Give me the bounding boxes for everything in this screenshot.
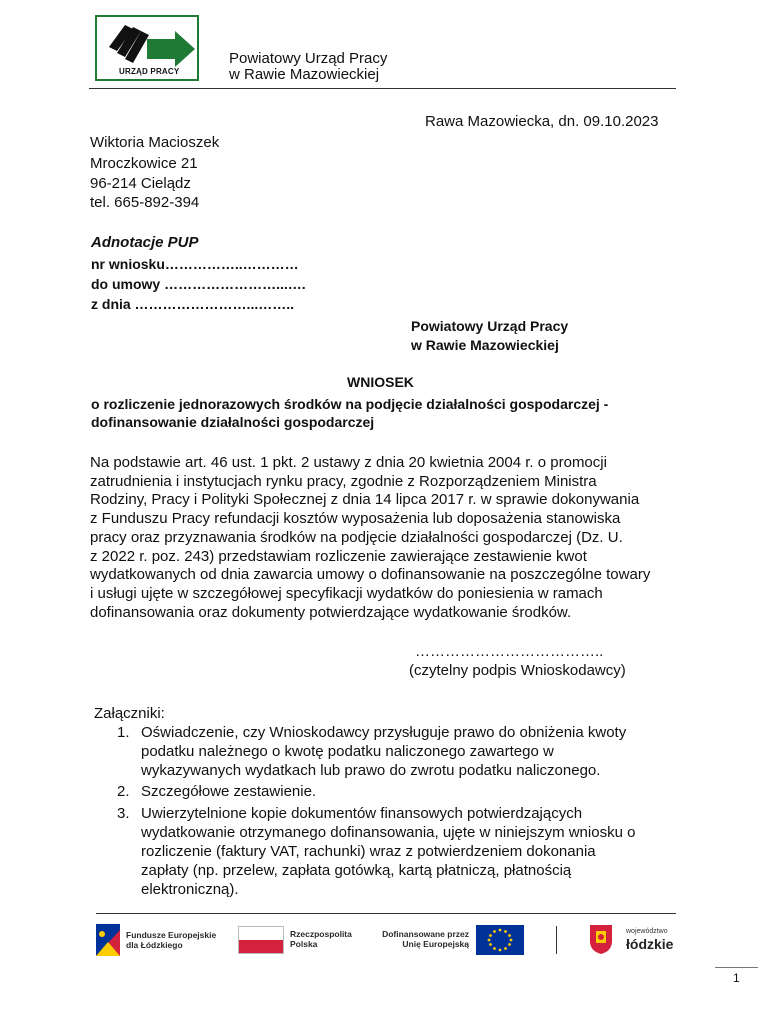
page-number-rule [715, 967, 758, 968]
body-line: i usługi ujęte w szczegółowej specyfikacji wydatków do poniesienia w ramach [90, 584, 603, 602]
recipient-line1: Powiatowy Urząd Pracy [411, 318, 569, 334]
attachment-line: zapłaty (np. przelew, zapłata gotówką, kartą płatniczą, płatnością [141, 862, 572, 879]
document-subtitle-line2: dofinansowanie działalności gospodarczej [91, 414, 375, 430]
funding-logos-bar [84, 914, 692, 966]
page-number: 1 [733, 971, 740, 985]
attachment-line: podatku należnego o kwotę podatku naliczonego zawartego w [141, 743, 554, 760]
ue-label-line2: Unię Europejską [402, 939, 469, 949]
lodzkie-coat-of-arms-icon [588, 923, 614, 955]
attachment-number: 1. [117, 724, 130, 741]
attachment-number: 2. [117, 783, 130, 800]
body-line: dofinansowania oraz dokumenty potwierdzające wydatkowanie środków. [90, 603, 572, 621]
applicant-phone: tel. 665-892-394 [90, 194, 200, 211]
rp-label-line2: Polska [290, 939, 318, 949]
attachment-line: rozliczenie (faktury VAT, rachunki) wraz z potwierdzeniem dokonania [141, 843, 596, 860]
lodzkie-big-label: łódzkie [626, 936, 674, 952]
body-line: Rodziny, Pracy i Polityki Społecznej z dnia 14 lipca 2017 r. w sprawie dokonywania [90, 491, 640, 509]
body-line: z Funduszu Pracy refundacji kosztów wyposażenia lub doposażenia stanowiska [90, 510, 621, 528]
signature-line: ……………………………….. [415, 643, 604, 660]
applicant-postal: 96-214 Cielądz [90, 175, 191, 192]
eu-flag-icon [476, 925, 524, 955]
lodzkie-small-label: województwo [626, 928, 668, 935]
body-paragraph [90, 454, 650, 622]
logo-text: URZĄD PRACY [119, 67, 180, 76]
place-date: Rawa Mazowiecka, dn. 09.10.2023 [425, 113, 659, 130]
body-line: wydatkowanych od dnia zawarcia umowy o dofinansowanie na poszczególne towary [90, 566, 651, 584]
attachment-number: 3. [117, 805, 130, 822]
document-title: WNIOSEK [347, 374, 414, 390]
attachment-line: Uwierzytelnione kopie dokumentów finansowych potwierdzających [141, 805, 583, 822]
attachment-line: elektroniczną). [141, 881, 239, 898]
fe-label-line1: Fundusze Europejskie [126, 930, 217, 940]
footer-separator [556, 926, 557, 954]
body-line: zatrudnienia i instytucjach rynku pracy, zgodnie z Rozporządzeniem Ministra [90, 472, 597, 490]
signature-label: (czytelny podpis Wnioskodawcy) [409, 662, 626, 679]
fundusze-europejskie-icon [94, 922, 122, 958]
annotation-agreement-number: do umowy ……………………...…. [91, 276, 306, 292]
annotations-title: Adnotacje PUP [91, 234, 199, 251]
fe-label-line2: dla Łódzkiego [126, 940, 183, 950]
ue-label-line1: Dofinansowane przez [382, 929, 469, 939]
rp-label-line1: Rzeczpospolita [290, 929, 352, 939]
header-divider [89, 88, 676, 89]
body-line: Na podstawie art. 46 ust. 1 pkt. 2 ustawy z dnia 20 kwietnia 2004 r. o promocji [90, 454, 607, 471]
attachment-line: Szczegółowe zestawienie. [141, 783, 317, 800]
attachments-title: Załączniki: [94, 705, 165, 722]
document-subtitle-line1: o rozliczenie jednorazowych środków na podjęcie działalności gospodarczej - [91, 396, 609, 412]
body-line: z 2022 r. poz. 243) przedstawiam rozliczenie zawierające zestawienie kwot [90, 547, 587, 565]
attachment-line: wydatkowanie otrzymanego dofinansowania, ujęte w niniejszym wniosku o [141, 824, 636, 841]
body-line: pracy oraz przyznawania środków na podjęcie działalności gospodarczej (Dz. U. [90, 528, 623, 546]
urzad-pracy-logo [95, 15, 199, 81]
attachment-line: Oświadczenie, czy Wnioskodawcy przysługuje prawo do obniżenia kwoty [141, 724, 627, 741]
polish-flag-icon [238, 926, 284, 954]
applicant-street: Mroczkowice 21 [90, 155, 198, 172]
applicant-name: Wiktoria Macioszek [90, 134, 220, 151]
annotation-date: z dnia ……………………...…….. [91, 296, 295, 312]
attachment-line: wykazywanych wydatkach lub prawo do zwrotu podatku naliczonego. [141, 762, 601, 779]
header-office-line2: w Rawie Mazowieckiej [229, 66, 380, 83]
recipient-line2: w Rawie Mazowieckiej [411, 337, 559, 353]
annotation-application-number: nr wniosku……………..………… [91, 256, 299, 272]
header-office-line1: Powiatowy Urząd Pracy [229, 50, 388, 67]
